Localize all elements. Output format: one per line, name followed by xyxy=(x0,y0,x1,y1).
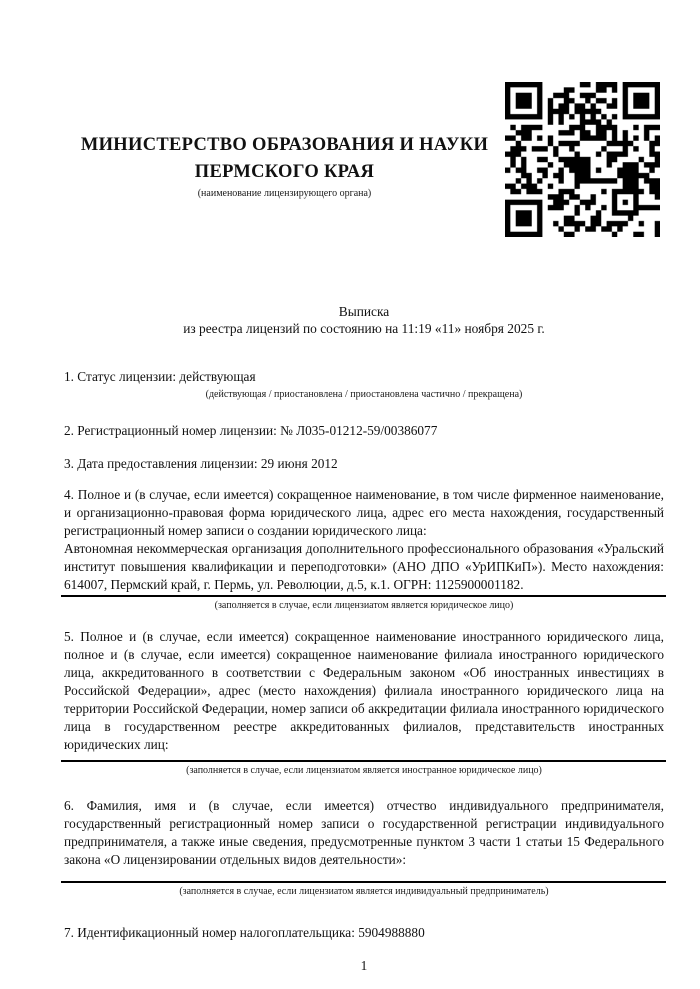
license-grant-date: 3. Дата предоставления лицензии: 29 июня 2012 xyxy=(64,456,338,471)
ministry-name-line1: МИНИСТЕРСТВО ОБРАЗОВАНИЯ И НАУКИ xyxy=(80,135,489,155)
foreign-entity-caption: (заполняется в случае, если лицензиатом является иностранное юридическое лицо) xyxy=(186,765,542,776)
page-number: 1 xyxy=(360,958,368,973)
individual-entrepreneur-label: 6. Фамилия, имя и (в случае, если имеется) отчество индивидуального предпринимателя, государственный регистрационный номер записи о государственной регистрации индивидуального предпринимателя, а также иные сведения, предусмотренные пунктом 3 части 1 статьи 15 Федерального закона «О лицензировании отдельных видов деятельности»: xyxy=(64,798,664,867)
qr-code-icon xyxy=(505,82,660,237)
foreign-entity-section xyxy=(64,628,664,754)
foreign-entity-label: 5. Полное и (в случае, если имеется) сокращенное наименование иностранного юридического лица, полное и (в случае, если имеется) сокращенное наименование филиала иностранного юридического лица, аккредитованного в соответствии с Федеральным законом «Об иностранных инвестициях в Российской Федерации», адрес (место нахождения) филиала иностранного юридического лица на территории Российской Федерации, номер записи об аккредитации филиала иностранного юридического лица в государственном реестре аккредитованных филиалов, представительств иностранных юридических лиц: xyxy=(64,629,664,752)
document-title-line2: из реестра лицензий по состоянию на 11:19 «11» ноября 2025 г. xyxy=(183,321,545,336)
individual-entrepreneur-field-rule xyxy=(61,881,666,883)
license-status: 1. Статус лицензии: действующая xyxy=(64,369,256,384)
individual-entrepreneur-section xyxy=(64,797,664,869)
individual-entrepreneur-caption: (заполняется в случае, если лицензиатом является индивидуальный предприниматель) xyxy=(179,886,549,897)
license-registration-number: 2. Регистрационный номер лицензии: № Л035-01212-59/00386077 xyxy=(64,423,438,438)
document-title xyxy=(64,303,664,337)
ministry-name xyxy=(64,132,505,186)
document-title-line1: Выписка xyxy=(338,304,390,319)
legal-entity-caption: (заполняется в случае, если лицензиатом является юридическое лицо) xyxy=(214,600,514,611)
document-header xyxy=(64,82,664,237)
legal-entity-section xyxy=(64,486,664,540)
foreign-entity-field-rule xyxy=(61,760,666,762)
legal-entity-label: 4. Полное и (в случае, если имеется) сокращенное наименование, в том числе фирменное наименование, и организационно-правовая форма юридического лица, адрес его места нахождения, государственный регистрационный номер записи о создании юридического лица: xyxy=(64,487,664,538)
taxpayer-id: 7. Идентификационный номер налогоплательщика: 5904988880 xyxy=(64,925,425,940)
ministry-name-line2: ПЕРМСКОГО КРАЯ xyxy=(194,162,375,182)
license-status-caption: (действующая / приостановлена / приостановлена частично / прекращена) xyxy=(205,389,523,400)
ministry-caption: (наименование лицензирующего органа) xyxy=(197,188,372,199)
legal-entity-field-rule xyxy=(61,595,666,597)
legal-entity-value: Автономная некоммерческая организация дополнительного профессионального образования «Уральский институт повышения квалификации и переподготовки» (АНО ДПО «УрИПКиП»). Место нахождения: 614007, Пермский край, г. Пермь, ул. Революции, д.5, к.1. ОГРН: 1125900001182. xyxy=(64,541,664,592)
licensing-authority-block xyxy=(64,132,505,199)
